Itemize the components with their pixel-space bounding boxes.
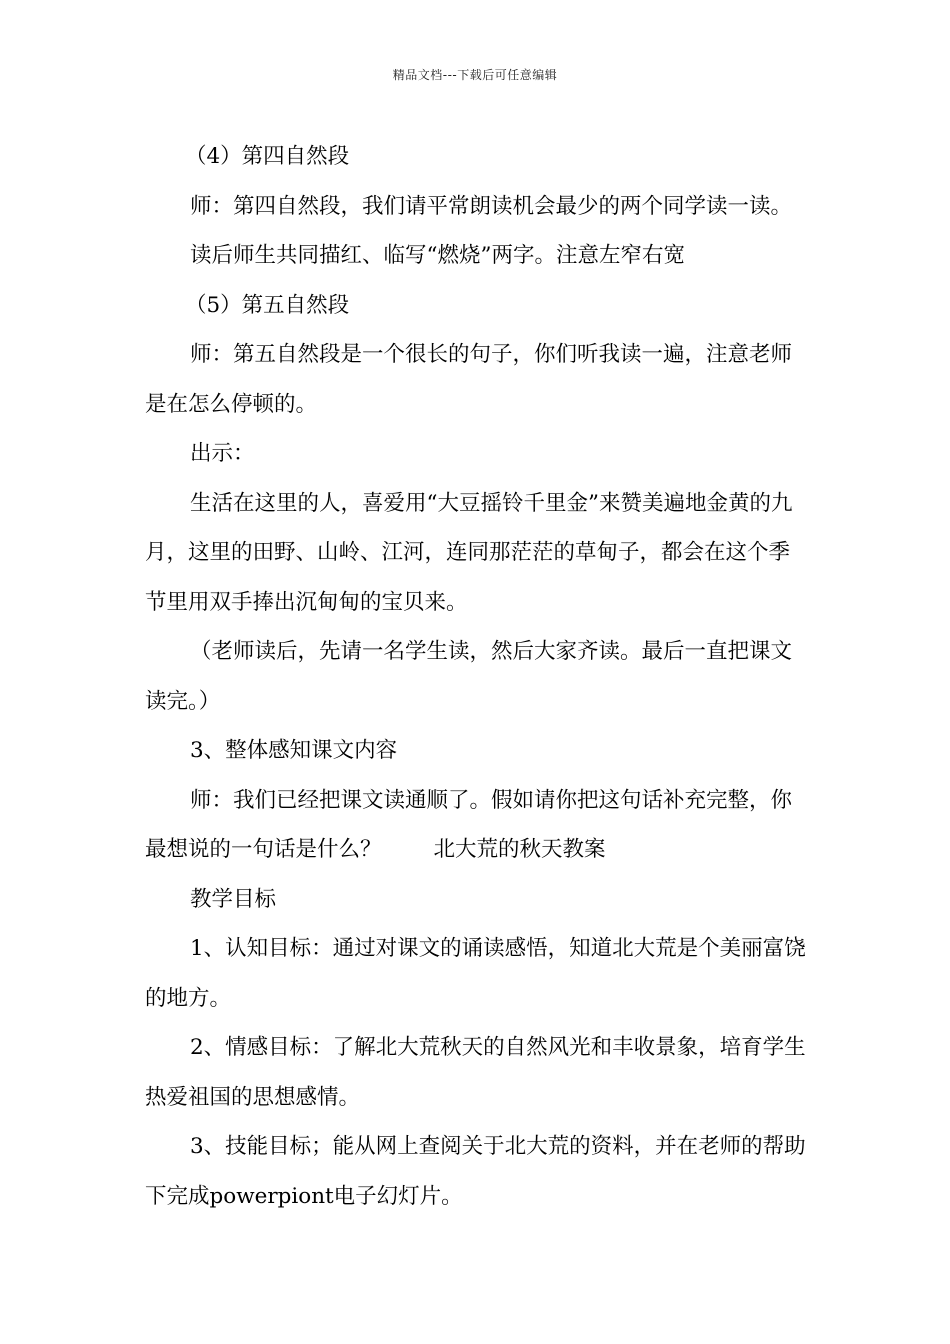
paragraph-tracing-note: 读后师生共同描红、临写“燃烧”两字。注意左窄右宽 xyxy=(190,243,685,268)
paragraph-goal-skill: 3、技能目标；能从网上查阅关于北大荒的资料，并在老师的帮助下完成powerpiont电子幻灯片。 xyxy=(145,1134,806,1209)
paragraph-show-label: 出示： xyxy=(190,441,255,466)
paragraph-teacher-summary xyxy=(145,776,809,875)
paragraph-teacher-4: 师：第四自然段，我们请平常朗读机会最少的两个同学读一读。 xyxy=(190,193,793,219)
paragraph-goal-cognitive: 1、认知目标：通过对课文的诵读感悟，知道北大荒是个美丽富饶的地方。 xyxy=(145,936,806,1011)
paragraph-reading-note: （老师读后，先请一名学生读，然后大家齐读。最后一直把课文读完。） xyxy=(145,639,793,714)
teacher-summary-text: 师：我们已经把课文读通顺了。假如请你把这句话补充完整，你最想说的一句话是什么？ xyxy=(145,787,793,862)
paragraph-teaching-goals-heading: 教学目标 xyxy=(190,886,277,912)
paragraph-teacher-5: 师：第五自然段是一个很长的句子，你们听我读一遍，注意老师是在怎么停顿的。 xyxy=(145,342,793,417)
document-body xyxy=(145,132,809,1221)
lesson-plan-title: 北大荒的秋天教案 xyxy=(433,837,606,862)
page-header: 精品文档---下载后可任意编辑 xyxy=(392,68,558,82)
paragraph-section-5-heading: （5）第五自然段 xyxy=(185,292,350,318)
paragraph-section-4-heading: （4）第四自然段 xyxy=(185,144,350,169)
paragraph-goal-emotional: 2、情感目标：了解北大荒秋天的自然风光和丰收景象，培育学生热爱祖国的思想感情。 xyxy=(145,1035,806,1110)
paragraph-section-3-heading: 3、整体感知课文内容 xyxy=(190,738,398,763)
paragraph-quoted-sentence: 生活在这里的人，喜爱用“大豆摇铃千里金”来赞美遍地金黄的九月，这里的田野、山岭、江河，连同那茫茫的草甸子，都会在这个季节里用双手捧出沉甸甸的宝贝来。 xyxy=(145,490,793,615)
